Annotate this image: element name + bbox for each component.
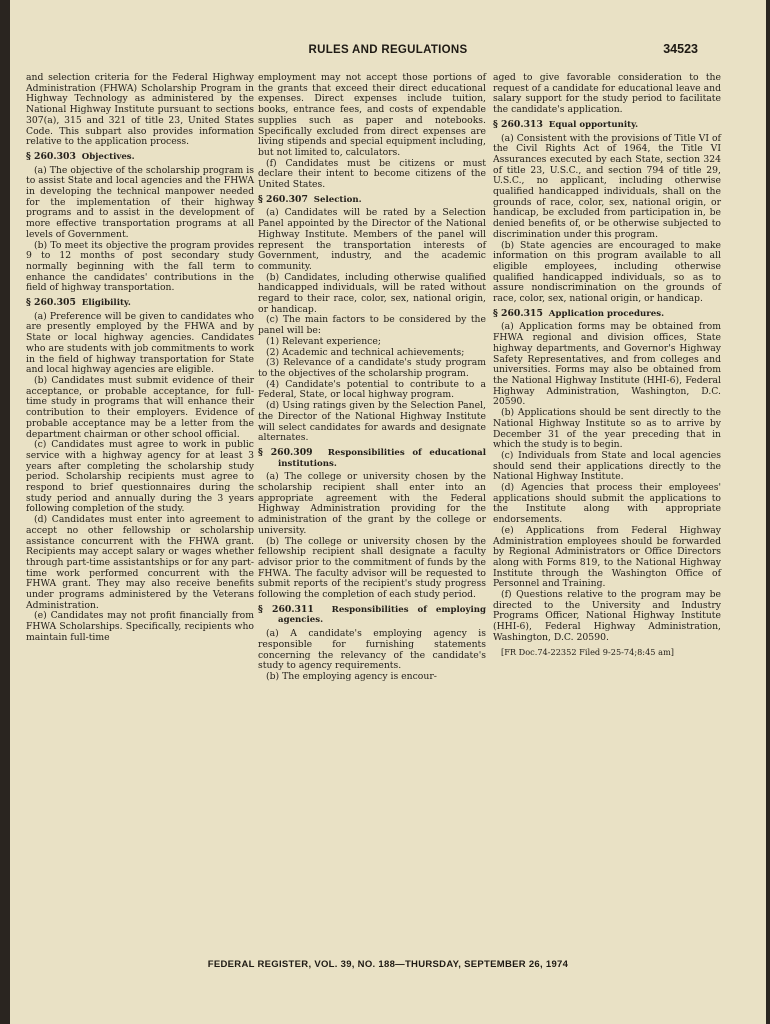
paragraph-307-c3: (3) Relevance of a candidate's study program to the objectives of the scholarship program. (258, 357, 486, 379)
section-number: § 260.311 (258, 603, 314, 615)
paragraph-313-a: (a) Consistent with the provisions of Title VI of the Civil Rights Act of 1964, the Title VI Assurances executed by each State, section 324 of title 23, U.S.C., and section 794 of title 29, U.S.C., no applicant, including otherwise qualified handicapped individuals, shall on the grounds of race, color, sex, national origin, or handicap, be excluded from participation in, be denied benefits of, or be otherwise subjected to discrimination under this program. (493, 132, 721, 240)
paragraph-307-b: (b) Candidates, including otherwise qualified handicapped individuals, will be rated without regard to their race, color, sex, national origin, or handicap. (258, 271, 486, 315)
paragraph-307-c4: (4) Candidate's potential to contribute to a Federal, State, or local highway program. (258, 378, 486, 401)
section-title: Equal opportunity. (548, 119, 639, 130)
section-heading-260-309 (258, 448, 486, 469)
federal-register-footer: FEDERAL REGISTER, VOL. 39, NO. 188—THURSDAY, SEPTEMBER 26, 1974 (207, 959, 569, 970)
paragraph-311-a: (a) A candidate's employing agency is responsible for furnishing statements concerning the relevancy of the candidate's study to agency requirements. (258, 628, 486, 672)
text-column-1 (26, 73, 254, 644)
section-heading-260-305 (26, 298, 254, 309)
paragraph-305-b: (b) Candidates must submit evidence of their acceptance, or probable acceptance, for full-time study in programs that will enhance their contribution to their employers. Evidence of probable acceptance may be a letter from the department chairman or other school official. (26, 374, 254, 440)
paragraph-315-d: (d) Agencies that process their employees' applications should submit the applications to the Institute along with appropriate endorsements. (493, 482, 721, 526)
paragraph-311-b: (b) The employing agency is encour- (266, 670, 437, 682)
page-number: 34523 (663, 42, 698, 56)
section-title: Objectives. (81, 151, 135, 162)
paragraph-305-a: (a) Preference will be given to candidates who are presently employed by the FHWA and by State or local highway agencies. Candidates who are students with job commitments to work in the field of highway transportation for State and local highway agencies are eligible. (26, 310, 254, 376)
text-column-3 (493, 73, 721, 657)
section-title: Eligibility. (81, 298, 131, 309)
section-number: § 260.313 (493, 118, 543, 130)
paragraph-305-e-continued: employment may not accept those portions of the grants that exceed their direct educational expenses. Direct expenses include tuition, books, entrance fees, and costs of expendable supplies such as paper and notebooks. Specifically excluded from direct expenses are living stipends and special equipment including, but not limited to, calculators. (258, 72, 486, 158)
paragraph-315-b: (b) Applications should be sent directly to the National Highway Institute so as to arrive by December 31 of the year preceding that in which the study is to begin. (493, 407, 721, 451)
paragraph-305-c: (c) Candidates must agree to work in public service with a highway agency for at least 3 years after completing the scholarship study period. Scholarship recipients must agree to respond to brief questionnaires during the study period and annually during the 3 years following completion of the study. (26, 439, 254, 515)
paragraph-309-b: (b) The college or university chosen by the fellowship recipient shall designate a faculty advisor prior to the commitment of funds by the FHWA. The faculty advisor will be requested to submit reports of the recipient's study progress following the completion of each study period. (258, 535, 486, 601)
paragraph-307-c2: (2) Academic and technical achievements; (266, 346, 465, 358)
paragraph-303-a: (a) The objective of the scholarship program is to assist State and local agencies and the FHWA in developing the technical manpower needed for the implementation of their highway programs and to assist in the development of more effective transportation programs at all levels of Government. (26, 164, 254, 240)
paragraph-305-e: (e) Candidates may not profit financially from FHWA Scholarships. Specifically, recipients who maintain full-time (26, 610, 254, 643)
paragraph-307-d: (d) Using ratings given by the Selection Panel, the Director of the National Highway Institute will select candidates for awards and designate alternates. (258, 400, 486, 444)
section-number: § 260.307 (258, 193, 308, 205)
paragraph-315-c: (c) Individuals from State and local agencies should send their applications directly to the National Highway Institute. (493, 449, 721, 483)
section-number: § 260.315 (493, 307, 543, 319)
paragraph-307-a: (a) Candidates will be rated by a Selection Panel appointed by the Director of the National Highway Institute. Members of the panel will represent the transportation interests of Government, industry, and the academic community. (258, 207, 486, 272)
paragraph-315-f: (f) Questions relative to the program may be directed to the University and Industry Programs Officer, National Highway Institute (HHI-6), Federal Highway Administration, Washington, D.C. 20590. (493, 589, 721, 643)
section-title: Responsibilities of employing agencies. (278, 604, 486, 626)
section-number: § 260.303 (26, 150, 76, 162)
paragraph-307-c: (c) The main factors to be considered by the panel will be: (258, 314, 486, 337)
paragraph-311-b-continued: aged to give favorable consideration to the request of a candidate for educational leave and salary support for the study period to facilitate the candidate's application. (493, 72, 721, 116)
document-page (10, 0, 766, 1024)
fr-doc-filing-line: [FR Doc.74-22352 Filed 9-25-74;8:45 am] (501, 646, 674, 657)
section-heading-260-311 (258, 605, 486, 626)
paragraph-307-c1: (1) Relevant experience; (266, 335, 381, 347)
section-title: Responsibilities of educational institutions. (278, 447, 486, 469)
section-heading-260-313 (493, 120, 721, 131)
text-column-2 (258, 73, 486, 683)
section-number: § 260.305 (26, 297, 76, 309)
paragraph-305-f: (f) Candidates must be citizens or must declare their intent to become citizens of the United States. (258, 157, 486, 191)
paragraph-313-b: (b) State agencies are encouraged to make information on this program available to all eligible employees, including otherwise qualified handicapped individuals, so as to assure nondiscrimination on the grounds of race, color, sex, national origin, or handicap. (493, 239, 721, 305)
paragraph-315-a: (a) Application forms may be obtained from FHWA regional and division offices, State highway departments, and Governor's Highway Safety Representatives, and from colleges and universities. Forms may also be obtained from the National Highway Institute (HHI-6), Federal Highway Administration, Washington, D.C. 20590. (493, 321, 721, 408)
paragraph-303-b: (b) To meet its objective the program provides 9 to 12 months of post secondary study normally beginning with the fall term to enhance the candidates' contributions in the field of highway transportation. (26, 239, 254, 294)
section-heading-260-303 (26, 152, 254, 163)
paragraph-315-e: (e) Applications from Federal Highway Administration employees should be forwarded by Regional Administrators or Office Directors along with Forms 819, to the National Highway Institute through the Washington Office of Personnel and Training. (493, 524, 721, 590)
section-heading-260-307 (258, 195, 486, 206)
paragraph-305-d: (d) Candidates must enter into agreement to accept no other fellowship or scholarship assistance concurrent with the FHWA grant. Recipients may accept salary or wages whether through part-time assistantships or for any part-time work performed concurrent with the FHWA grant. They may also receive benefits under programs administered by the Veterans Administration. (26, 514, 254, 611)
running-header-title: RULES AND REGULATIONS (308, 44, 468, 56)
section-heading-260-315 (493, 309, 721, 320)
section-title: Selection. (313, 194, 362, 205)
section-title: Application procedures. (548, 308, 665, 319)
paragraph-309-a: (a) The college or university chosen by the scholarship recipient shall enter into an appropriate agreement with the Federal Highway Administration providing for the administration of the grant by the college or university. (258, 471, 486, 536)
section-number: § 260.309 (258, 446, 313, 458)
paragraph-subpart-intro: and selection criteria for the Federal Highway Administration (FHWA) Scholarship Program in Highway Technology as administered by the National Highway Institute pursuant to sections 307(a), 315 and 321 of title 23, United States Code. This subpart also provides information relative to the application process. (26, 72, 254, 148)
